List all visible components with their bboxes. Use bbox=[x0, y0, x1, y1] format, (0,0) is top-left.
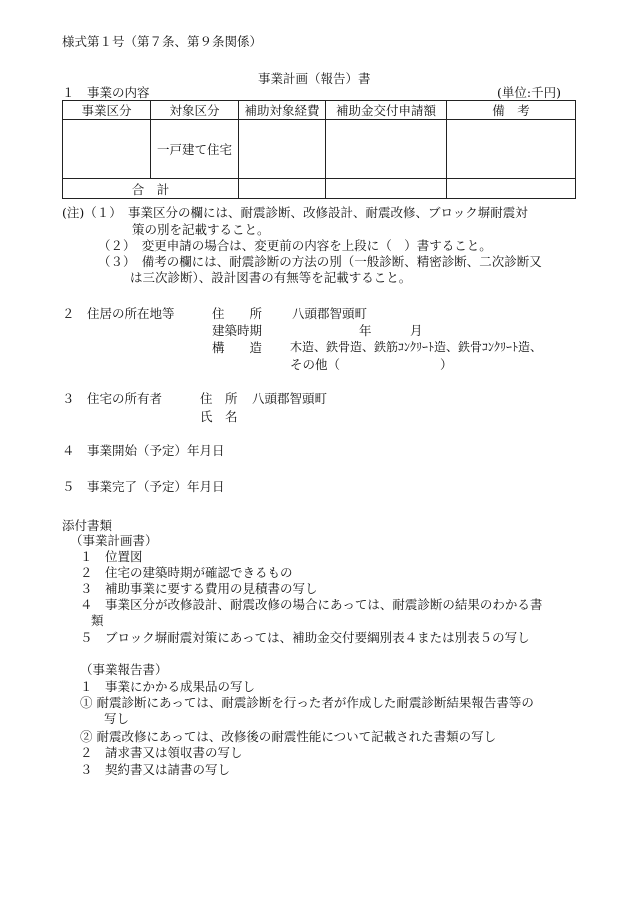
section2-heading: ２ 住居の所在地等 bbox=[62, 306, 175, 321]
list-item: １ 位置図 bbox=[80, 549, 143, 564]
list-item: ３ 契約書又は請書の写し bbox=[80, 762, 231, 777]
header-target: 対象区分 bbox=[151, 101, 239, 120]
list-item-cont: 類 bbox=[91, 613, 104, 628]
total-label: 合 計 bbox=[63, 179, 239, 199]
cell-eligible-cost bbox=[239, 120, 326, 179]
note-1-cont: 策の別を記載すること。 bbox=[132, 222, 270, 237]
list-item: ２ 住宅の建築時期が確認できるもの bbox=[80, 565, 293, 580]
document-title: 事業計画（報告）書 bbox=[258, 71, 371, 86]
unit-label: (単位:千円) bbox=[497, 85, 561, 100]
owner-name-label: 氏 名 bbox=[200, 409, 238, 424]
section1-heading: １ 事業の内容 bbox=[62, 85, 150, 100]
header-remarks: 備 考 bbox=[447, 101, 576, 120]
list-item: ３ 補助事業に要する費用の見積書の写し bbox=[80, 581, 318, 596]
owner-address-label: 住 所 bbox=[200, 391, 238, 406]
cell-target: 一戸建て住宅 bbox=[151, 120, 239, 179]
list-item: １ 事業にかかる成果品の写し bbox=[80, 679, 256, 694]
attachments-heading: 添付書類 bbox=[62, 518, 113, 533]
note-1: (注)（１） 事業区分の欄には、耐震診断、改修設計、耐震改修、ブロック塀耐震対 bbox=[62, 205, 528, 220]
header-grant-amount: 補助金交付申請額 bbox=[326, 101, 447, 120]
list-item: ４ 事業区分が改修設計、耐震改修の場合にあっては、耐震診断の結果のわかる書 bbox=[80, 597, 543, 612]
header-category: 事業区分 bbox=[63, 101, 151, 120]
cell-grant-amount bbox=[326, 120, 447, 179]
note-3-cont: は三次診断）、設計図書の有無等を記載すること。 bbox=[130, 270, 412, 285]
structure-options: 木造、鉄骨造、鉄筋ｺﾝｸﾘｰﾄ造、鉄骨ｺﾝｸﾘｰﾄ造、 bbox=[290, 340, 543, 354]
list-item: ② 耐震改修にあっては、改修後の耐震性能について記載された書類の写し bbox=[80, 729, 497, 744]
list-item-cont: 写し bbox=[104, 711, 130, 726]
total-remarks bbox=[447, 179, 576, 199]
structure-label: 構 造 bbox=[212, 340, 263, 355]
residence-address-label: 住 所 bbox=[212, 306, 263, 321]
form-number: 様式第１号（第７条、第９条関係） bbox=[62, 34, 263, 49]
plan-docs-heading: （事業計画書） bbox=[70, 533, 158, 548]
construction-month-label: 月 bbox=[410, 323, 423, 338]
header-eligible-cost: 補助対象経費 bbox=[239, 101, 326, 120]
list-item: ① 耐震診断にあっては、耐震診断を行った者が作成した耐震診断結果報告書等の bbox=[80, 695, 534, 710]
total-grant-amount bbox=[326, 179, 447, 199]
section5-end-date: ５ 事業完了（予定）年月日 bbox=[62, 479, 225, 494]
construction-period-label: 建築時期 bbox=[212, 323, 263, 338]
note-3: （３） 備考の欄には、耐震診断の方法の別（一般診断、精密診断、二次診断又 bbox=[98, 254, 542, 269]
table-row bbox=[63, 120, 576, 179]
total-row bbox=[63, 179, 576, 199]
plan-table bbox=[62, 100, 576, 199]
total-eligible-cost bbox=[239, 179, 326, 199]
section3-heading: ３ 住宅の所有者 bbox=[62, 391, 163, 406]
note-2: （２） 変更申請の場合は、変更前の内容を上段に（ ）書すること。 bbox=[98, 238, 492, 253]
residence-address-value: 八頭郡智頭町 bbox=[292, 306, 368, 321]
report-docs-heading: （事業報告書） bbox=[80, 662, 168, 677]
cell-category bbox=[63, 120, 151, 179]
cell-remarks bbox=[447, 120, 576, 179]
structure-other: その他（ ） bbox=[290, 357, 453, 372]
construction-year-label: 年 bbox=[359, 323, 372, 338]
list-item: ２ 請求書又は領収書の写し bbox=[80, 745, 243, 760]
list-item: ５ ブロック塀耐震対策にあっては、補助金交付要綱別表４または別表５の写し bbox=[80, 630, 530, 645]
section4-start-date: ４ 事業開始（予定）年月日 bbox=[62, 443, 225, 458]
owner-address-value: 八頭郡智頭町 bbox=[252, 391, 328, 406]
